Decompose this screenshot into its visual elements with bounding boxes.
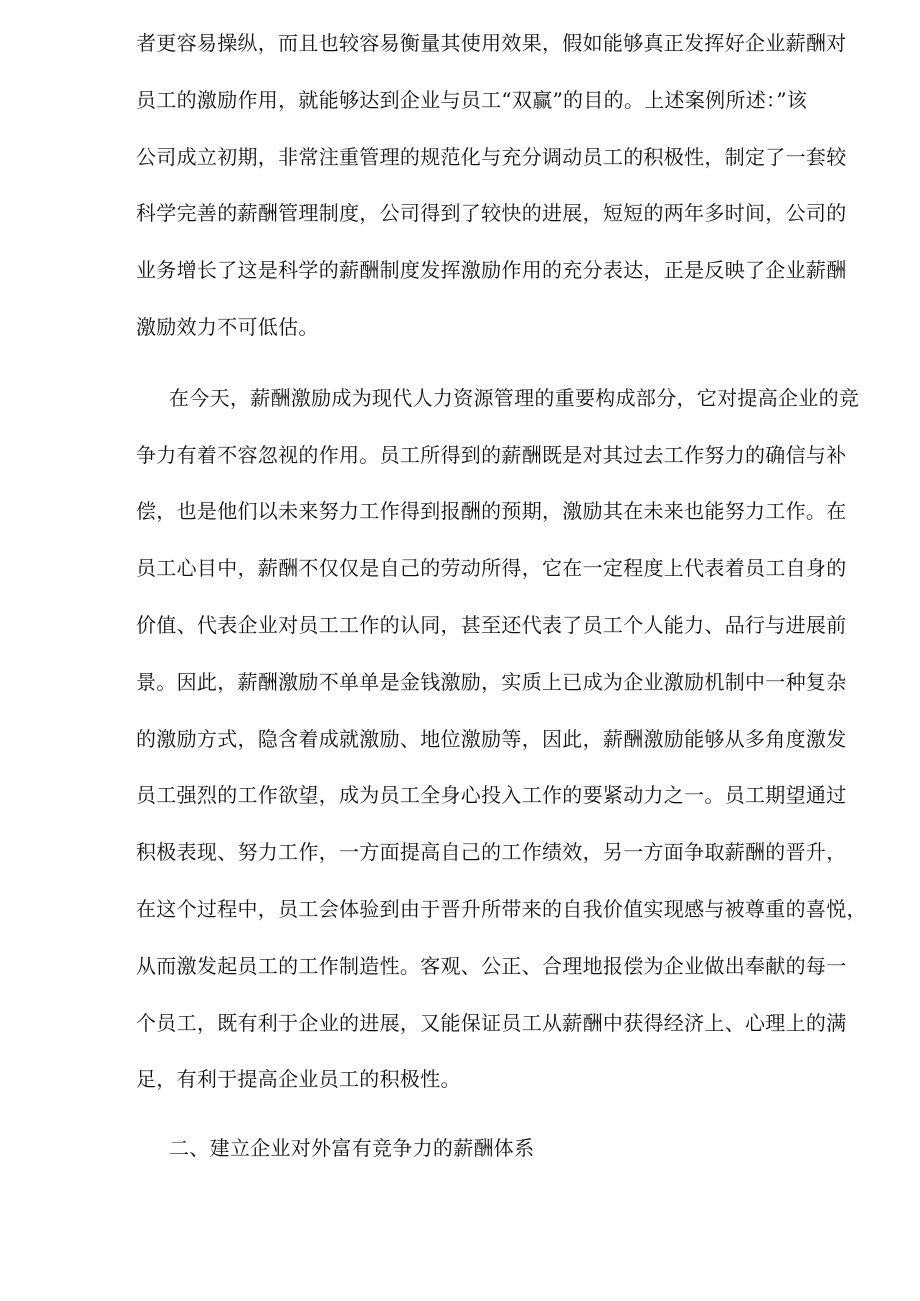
paragraph-line: 积极表现、努力工作，一方面提高自己的工作绩效，另一方面争取薪酬的晋升，: [136, 840, 847, 865]
paragraph-line: 争力有着不容忽视的作用。员工所得到的薪酬既是对其过去工作努力的确信与补: [136, 442, 847, 467]
paragraph-line: 景。因此，薪酬激励不单单是金钱激励，实质上已成为企业激励机制中一种复杂: [136, 669, 847, 694]
paragraph-line: 业务增长了这是科学的薪酬制度发挥激励作用的充分表达，正是反映了企业薪酬: [136, 258, 847, 283]
paragraph-line: 员工强烈的工作欲望，成为员工全身心投入工作的要紧动力之一。员工期望通过: [136, 783, 847, 808]
paragraph-1: [136, 15, 866, 356]
paragraph-line: 个员工，既有利于企业的进展，又能保证员工从薪酬中获得经济上、心理上的满: [136, 1010, 847, 1035]
paragraph-line: 足，有利于提高企业员工的积极性。: [136, 1067, 461, 1092]
paragraph-line: 公司成立初期，非常注重管理的规范化与充分调动员工的积极性，制定了一套较: [136, 144, 847, 169]
paragraph-line: 偿，也是他们以未来努力工作得到报酬的预期，激励其在未来也能努力工作。在: [136, 499, 847, 524]
paragraph-line: 者更容易操纵，而且也较容易衡量其使用效果，假如能够真正发挥好企业薪酬对: [136, 31, 847, 55]
paragraph-line: 激励效力不可低估。: [136, 314, 319, 339]
paragraph-line: 从而激发起员工的工作制造性。客观、公正、合理地报偿为企业做出奉献的每一: [136, 953, 847, 978]
document-body: [136, 15, 866, 1177]
paragraph-gap: [136, 356, 866, 370]
paragraph-line: 科学完善的薪酬管理制度，公司得到了较快的进展，短短的两年多时间，公司的: [136, 201, 847, 226]
paragraph-line: 在这个过程中，员工会体验到由于晋升所带来的自我价值实现感与被尊重的喜悦，: [136, 896, 867, 921]
paragraph-line: 员工的激励作用，就能够达到企业与员工“双赢”的目的。上述案例所述：”该: [136, 87, 808, 112]
paragraph-line: 价值、代表企业对员工工作的认同，甚至还代表了员工个人能力、品行与进展前: [136, 612, 847, 637]
paragraph-line: 员工心目中，薪酬不仅仅是自己的劳动所得，它在一定程度上代表着员工自身的: [136, 556, 847, 581]
paragraph-line: 的激励方式，隐含着成就激励、地位激励等，因此，薪酬激励能够从多角度激发: [136, 726, 847, 751]
section-heading: 二、建立企业对外富有竞争力的薪酬体系: [169, 1136, 535, 1161]
paragraph-line: 在今天，薪酬激励成为现代人力资源管理的重要构成部分，它对提高企业的竞: [169, 385, 860, 410]
paragraph-2: [136, 370, 866, 1108]
